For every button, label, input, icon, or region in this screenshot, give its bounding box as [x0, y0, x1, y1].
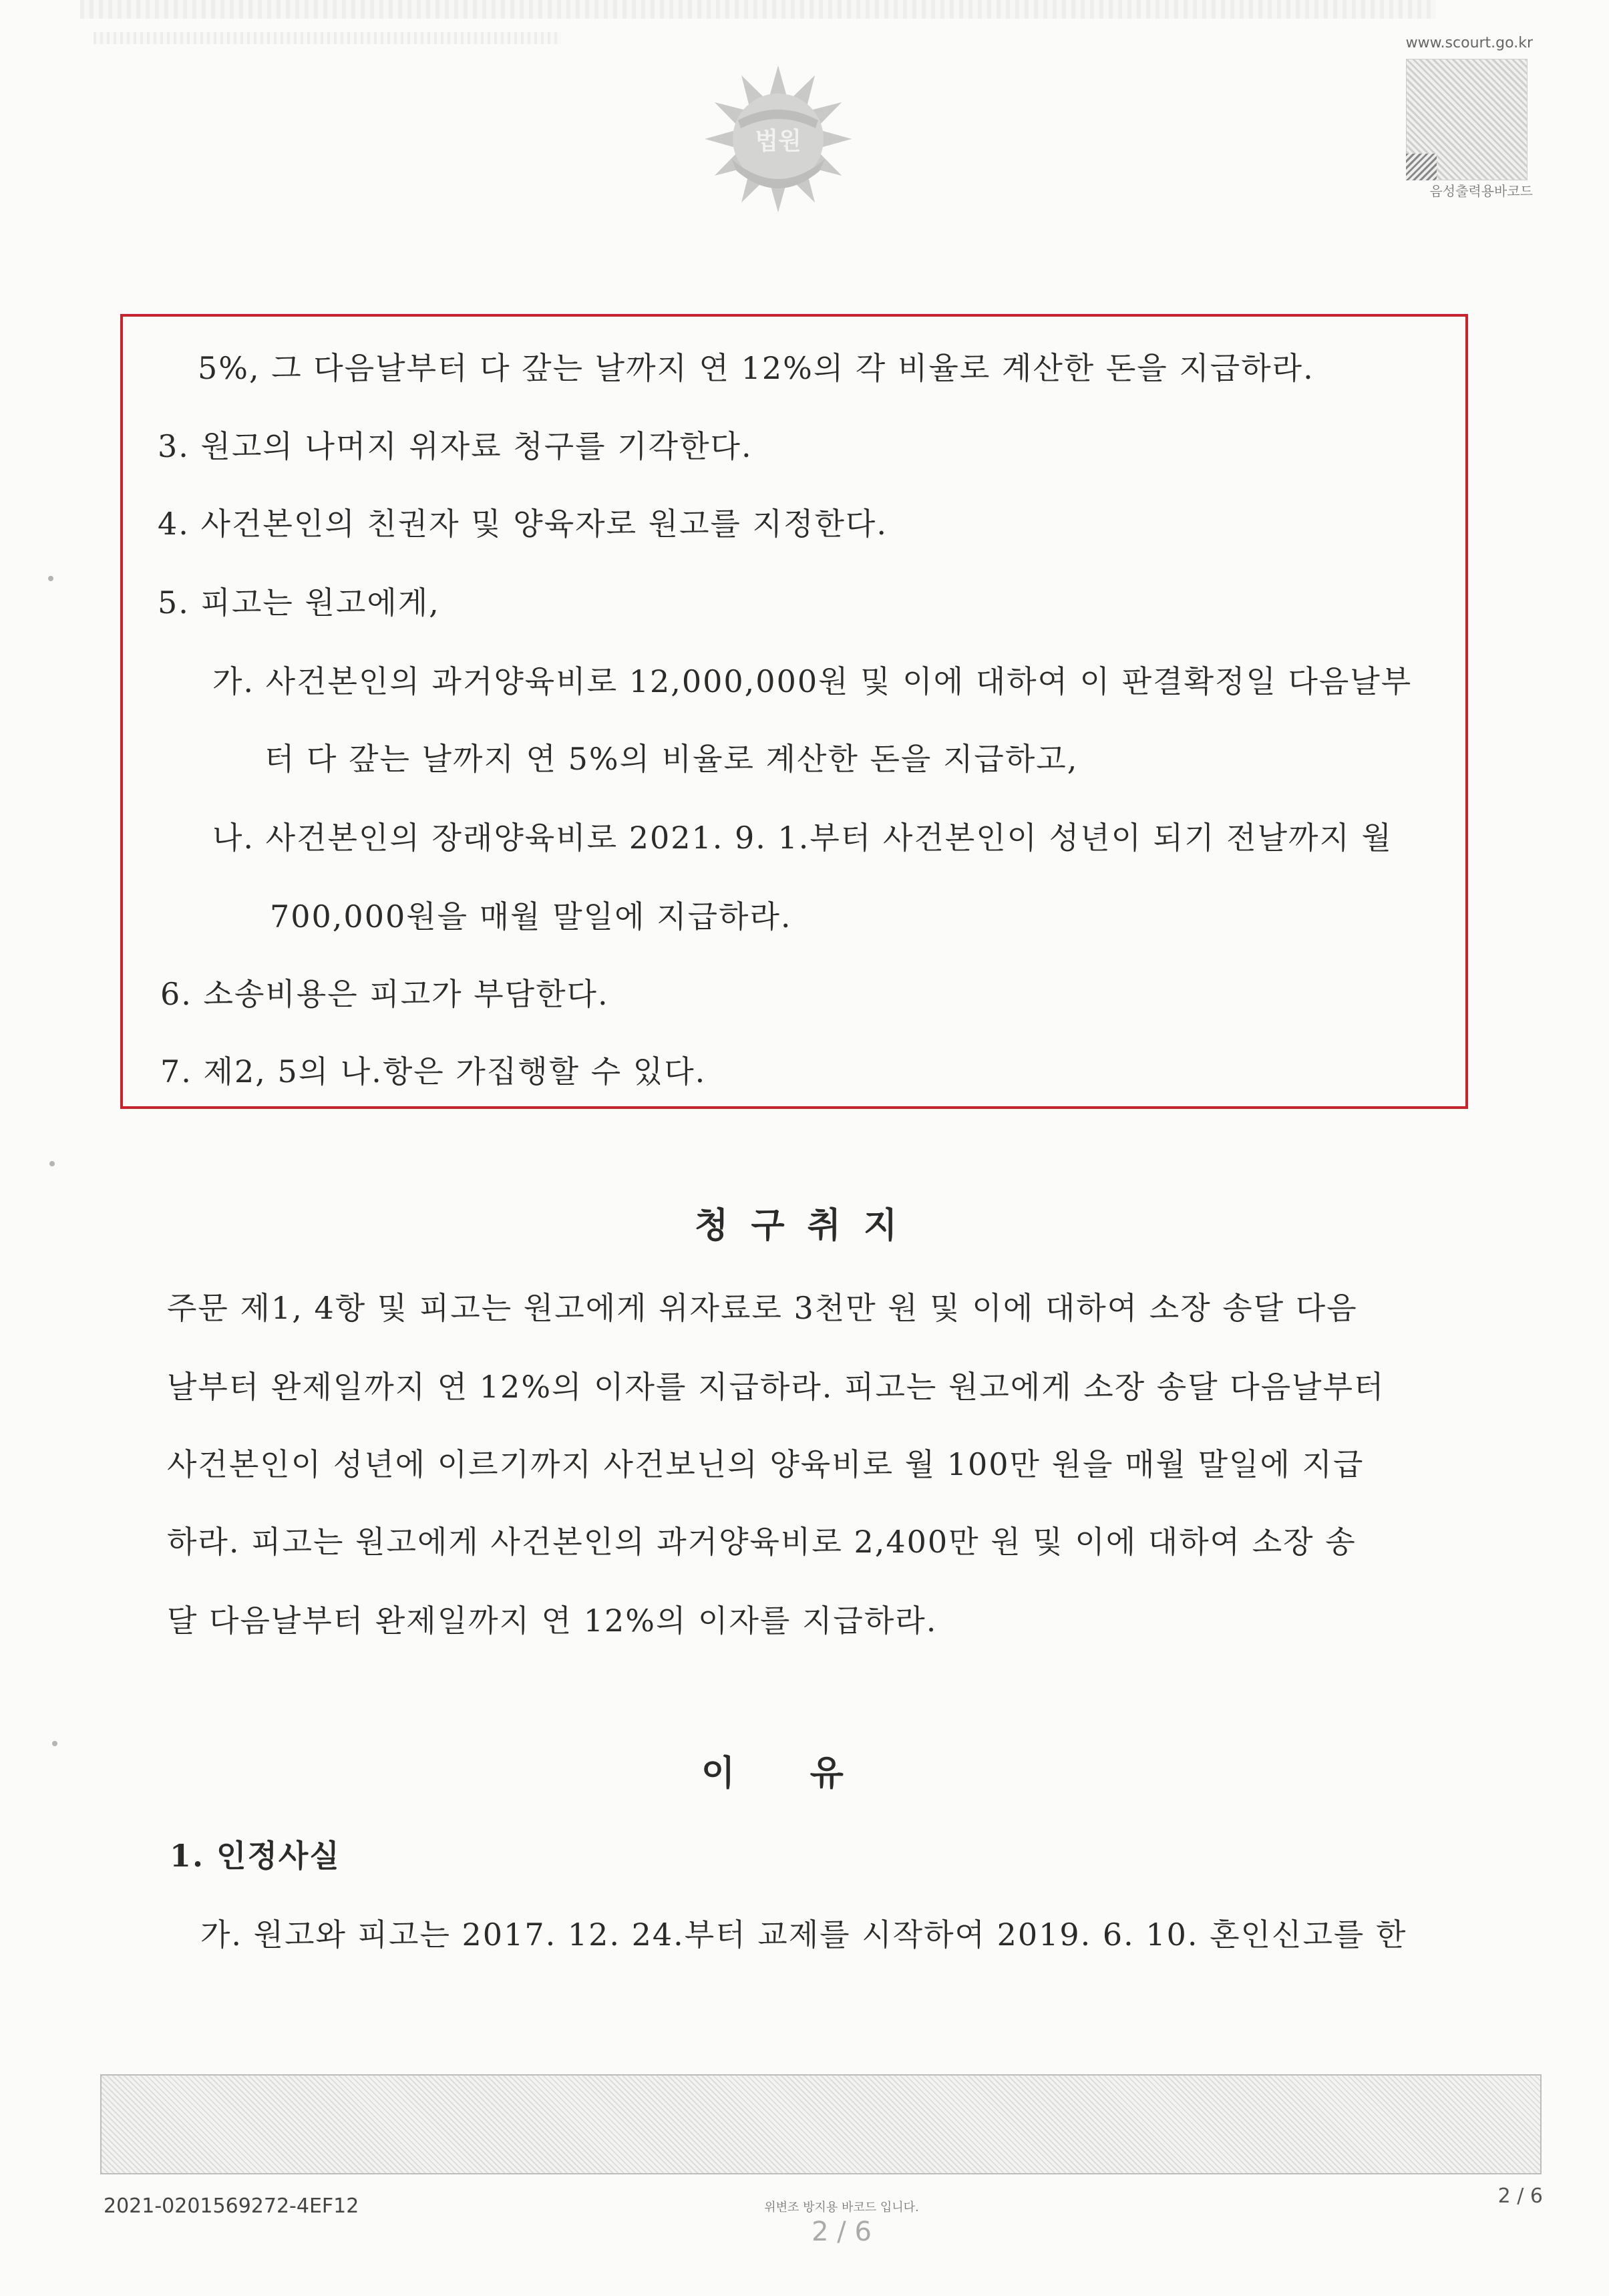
- scan-speck: [49, 1161, 55, 1166]
- boxed-line: 5. 피고는 원고에게,: [158, 585, 440, 621]
- barcode-corner-mark: [1406, 154, 1437, 180]
- claim-line: 사건본인이 성년에 이르기까지 사건보닌의 양육비로 월 100만 원을 매월 말일에 지급: [167, 1446, 1365, 1482]
- boxed-line: 가. 사건본인의 과거양육비로 12,000,000원 및 이에 대하여 이 판결확정일 다음날부: [212, 663, 1413, 699]
- boxed-line: 3. 원고의 나머지 위자료 청구를 기각한다.: [158, 428, 753, 464]
- boxed-line: 7. 제2, 5의 나.항은 가집행할 수 있다.: [160, 1053, 707, 1090]
- boxed-line: 4. 사건본인의 친권자 및 양육자로 원고를 지정한다.: [158, 506, 888, 542]
- claim-line: 달 다음날부터 완제일까지 연 12%의 이자를 지급하라.: [167, 1603, 938, 1639]
- reason-subheading: 1. 인정사실: [170, 1838, 341, 1874]
- reason-line: 가. 원고와 피고는 2017. 12. 24.부터 교제를 시작하여 2019. 6. 10. 혼인신고를 한: [200, 1917, 1407, 1953]
- boxed-line: 6. 소송비용은 피고가 부담한다.: [160, 976, 609, 1012]
- document-code: 2021-0201569272-4EF12: [104, 2194, 359, 2218]
- scan-noise-top: [80, 0, 1436, 19]
- claim-line: 하라. 피고는 원고에게 사건본인의 과거양육비로 2,400만 원 및 이에 대하여 소장 송: [167, 1524, 1357, 1560]
- scan-speck: [52, 1741, 57, 1746]
- center-page-number: 2 / 6: [812, 2217, 872, 2247]
- site-url: www.scourt.go.kr: [1405, 35, 1533, 51]
- claim-line: 날부터 완제일까지 연 12%의 이자를 지급하라. 피고는 원고에게 소장 송달 다음날부터: [167, 1369, 1385, 1405]
- emblem-text: 법원: [755, 127, 801, 155]
- reason-heading: 이 유: [701, 1753, 849, 1794]
- boxed-line: 700,000원을 매월 말일에 지급하라.: [270, 898, 792, 935]
- barcode-note: 위변조 방지용 바코드 입니다.: [764, 2200, 919, 2215]
- claim-heading: 청 구 취 지: [695, 1205, 903, 1246]
- boxed-line: 나. 사건본인의 장래양육비로 2021. 9. 1.부터 사건본인이 성년이 되기 전날까지 월: [212, 820, 1393, 856]
- boxed-line: 5%, 그 다음날부터 다 갚는 날까지 연 12%의 각 비율로 계산한 돈을 지급하라.: [198, 350, 1314, 386]
- scan-noise-line: [94, 32, 561, 44]
- boxed-line: 터 다 갚는 날까지 연 5%의 비율로 계산한 돈을 지급하고,: [264, 741, 1079, 777]
- barcode-label: 음성출력용바코드: [1429, 183, 1533, 199]
- anti-forgery-barcode: [100, 2074, 1542, 2174]
- claim-line: 주문 제1, 4항 및 피고는 원고에게 위자료로 3천만 원 및 이에 대하여 소장 송달 다음: [167, 1290, 1358, 1326]
- page-number: 2 / 6: [1497, 2184, 1543, 2208]
- scan-speck: [48, 576, 53, 581]
